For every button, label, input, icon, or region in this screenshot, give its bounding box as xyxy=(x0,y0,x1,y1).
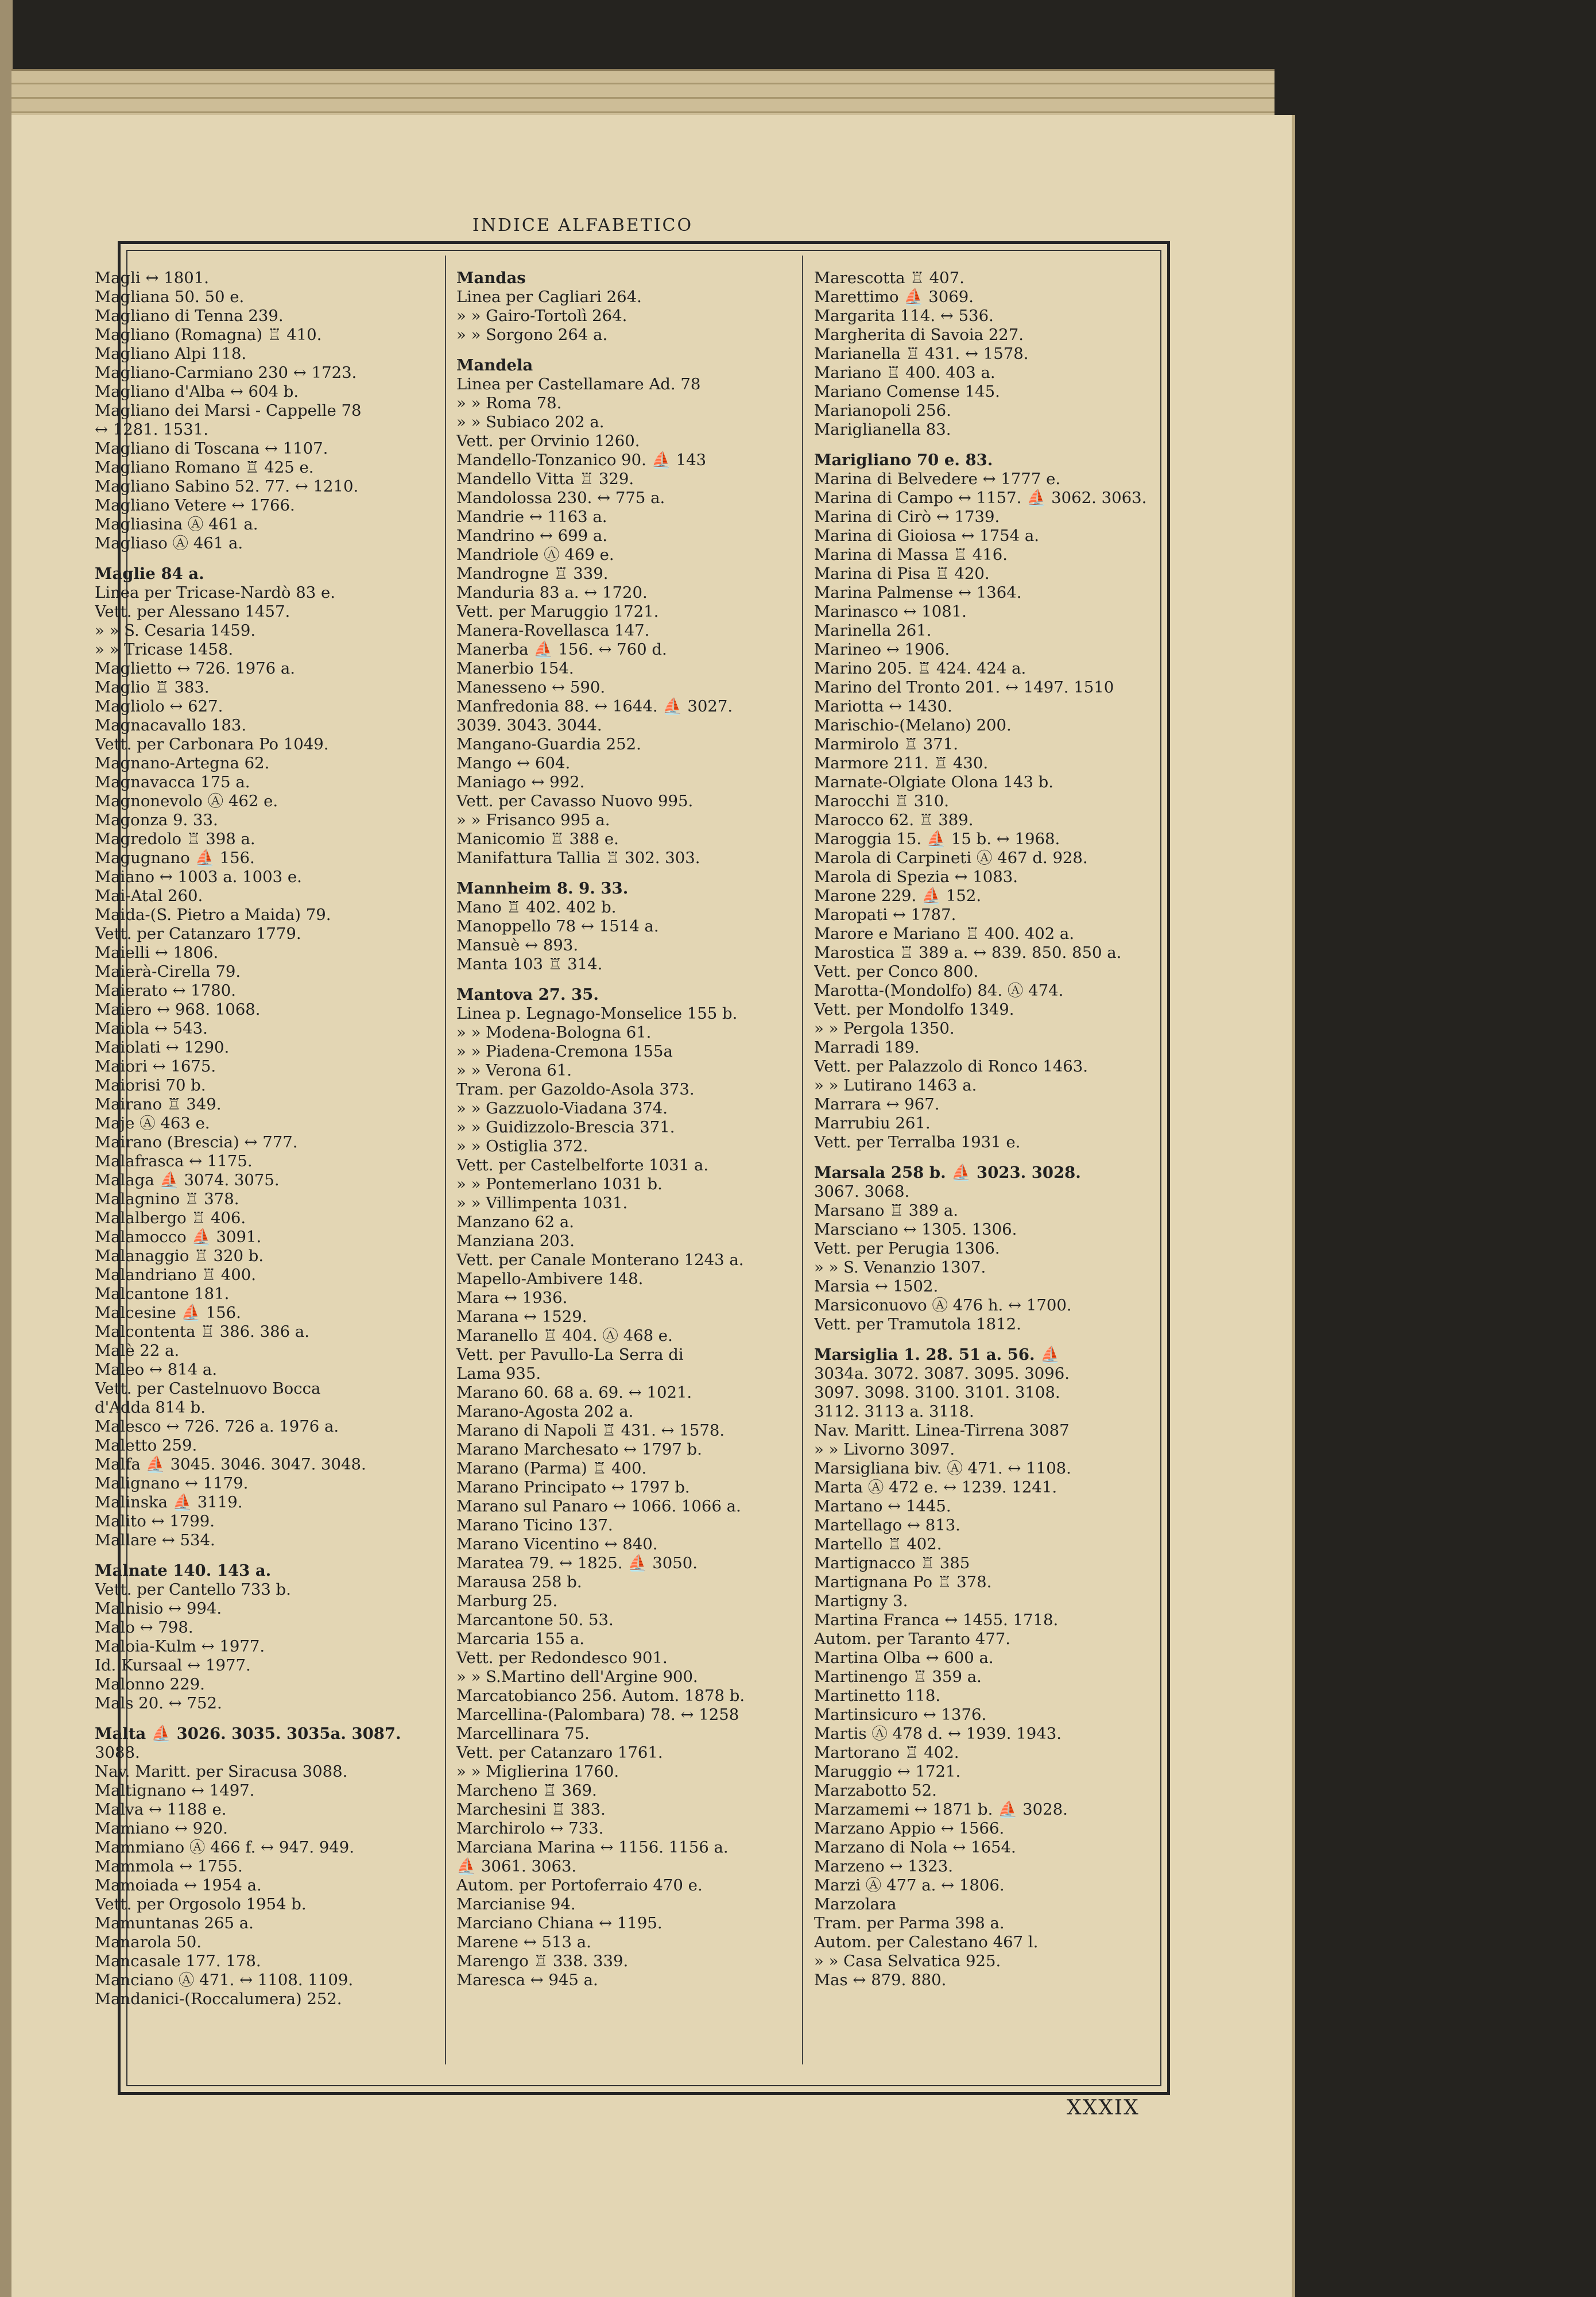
index-entry: Marcianise 94. xyxy=(456,1895,576,1913)
index-entry: Martellago ↔ 813. xyxy=(814,1516,960,1534)
index-entry: Tram. per Gazoldo-Asola 373. xyxy=(456,1080,695,1099)
index-entry: Magliano Romano ♖ 425 e. xyxy=(95,458,314,477)
index-entry: Manziana 203. xyxy=(456,1232,575,1250)
index-entry: Marta Ⓐ 472 e. ↔ 1239. 1241. xyxy=(814,1478,1057,1496)
index-entry: Manifattura Tallia ♖ 302. 303. xyxy=(456,849,700,867)
index-entry: Magnavacca 175 a. xyxy=(95,773,250,791)
index-entry: Maleo ↔ 814 a. xyxy=(95,1360,218,1379)
index-entry: Martina Franca ↔ 1455. 1718. xyxy=(814,1611,1059,1629)
index-entry: Maje Ⓐ 463 e. xyxy=(95,1114,210,1132)
index-entry: Marcellinara 75. xyxy=(456,1724,590,1743)
index-entry: Vett. per Cantello 733 b. xyxy=(95,1580,291,1599)
index-entry: ↔ 1281. 1531. xyxy=(95,420,208,439)
index-entry: Mariano Comense 145. xyxy=(814,382,1000,401)
index-entry: Manzano 62 a. xyxy=(456,1213,575,1231)
index-entry: Malafrasca ↔ 1175. xyxy=(95,1152,253,1170)
index-entry: Vett. per Redondesco 901. xyxy=(456,1649,668,1667)
index-entry: Mals 20. ↔ 752. xyxy=(95,1694,222,1712)
index-entry: Martorano ♖ 402. xyxy=(814,1743,959,1762)
index-entry: Mandrogne ♖ 339. xyxy=(456,564,609,583)
index-entry: Malesco ↔ 726. 726 a. 1976 a. xyxy=(95,1417,339,1436)
index-entry: Martinsicuro ↔ 1376. xyxy=(814,1706,987,1724)
index-entry: Magliolo ↔ 627. xyxy=(95,697,223,716)
index-entry: Marotta-(Mondolfo) 84. Ⓐ 474. xyxy=(814,981,1064,1000)
index-entry: Maletto 259. xyxy=(95,1436,197,1455)
index-entry: Magugnano ⛵ 156. xyxy=(95,849,255,867)
index-entry: » » S.Martino dell'Argine 900. xyxy=(456,1668,698,1686)
index-entry: Maniago ↔ 992. xyxy=(456,773,585,791)
index-entry: Margherita di Savoia 227. xyxy=(814,326,1024,344)
index-entry: Marrara ↔ 967. xyxy=(814,1095,940,1113)
index-entry: Malagnino ♖ 378. xyxy=(95,1190,239,1208)
index-entry: Magliano di Tenna 239. xyxy=(95,307,284,325)
index-entry: Vett. per Pavullo-La Serra di xyxy=(456,1345,684,1364)
index-entry: Malito ↔ 1799. xyxy=(95,1512,215,1530)
index-entry: Marzano di Nola ↔ 1654. xyxy=(814,1838,1016,1857)
entry-gap xyxy=(95,1550,439,1561)
index-column-3 xyxy=(814,269,1159,1990)
index-entry: Mandrino ↔ 699 a. xyxy=(456,527,607,545)
index-entry: Marcellina-(Palombara) 78. ↔ 1258 xyxy=(456,1706,739,1724)
index-entry: Marinella 261. xyxy=(814,621,932,640)
index-entry: Marano Vicentino ↔ 840. xyxy=(456,1535,658,1553)
index-entry: Marano sul Panaro ↔ 1066. 1066 a. xyxy=(456,1497,741,1515)
index-entry: Marina di Campo ↔ 1157. ⛵ 3062. 3063. xyxy=(814,489,1147,507)
index-entry: Marsiconuovo Ⓐ 476 h. ↔ 1700. xyxy=(814,1296,1072,1314)
index-entry: Magnonevolo Ⓐ 462 e. xyxy=(95,792,278,810)
index-entry: Vett. per Catanzaro 1779. xyxy=(95,925,301,943)
index-entry: Malinska ⛵ 3119. xyxy=(95,1493,243,1511)
index-entry: Mandolossa 230. ↔ 775 a. xyxy=(456,489,665,507)
index-entry: Maiola ↔ 543. xyxy=(95,1019,208,1038)
index-entry: Vett. per Tramutola 1812. xyxy=(814,1315,1021,1333)
index-entry: » » Subiaco 202 a. xyxy=(456,413,605,431)
index-entry: Marano-Agosta 202 a. xyxy=(456,1402,634,1421)
index-entry: Marsia ↔ 1502. xyxy=(814,1277,939,1296)
index-entry: Marinasco ↔ 1081. xyxy=(814,602,967,621)
index-entry: Marsigliana biv. Ⓐ 471. ↔ 1108. xyxy=(814,1459,1071,1478)
index-entry: Marano Principato ↔ 1797 b. xyxy=(456,1478,690,1496)
index-heading: Maglie 84 a. xyxy=(95,564,204,583)
index-entry: 3088. xyxy=(95,1743,140,1762)
index-entry: Magliano di Toscana ↔ 1107. xyxy=(95,439,328,458)
index-entry: Marburg 25. xyxy=(456,1592,558,1610)
index-heading: Mandela xyxy=(456,356,533,374)
index-entry: Martignacco ♖ 385 xyxy=(814,1554,970,1572)
index-entry: 3034a. 3072. 3087. 3095. 3096. xyxy=(814,1364,1070,1383)
index-entry: Malaga ⛵ 3074. 3075. xyxy=(95,1171,280,1189)
index-entry: Lama 935. xyxy=(456,1364,541,1383)
index-entry: Malcantone 181. xyxy=(95,1285,230,1303)
index-entry: Marianopoli 256. xyxy=(814,401,951,420)
index-entry: Marsano ♖ 389 a. xyxy=(814,1201,958,1220)
index-entry: Marradi 189. xyxy=(814,1038,920,1057)
index-entry: Mariotta ↔ 1430. xyxy=(814,697,952,716)
index-entry: Manicomio ♖ 388 e. xyxy=(456,830,619,848)
index-entry: Autom. per Portoferraio 470 e. xyxy=(456,1876,703,1894)
index-entry: Martis Ⓐ 478 d. ↔ 1939. 1943. xyxy=(814,1724,1062,1743)
index-entry: Marano 60. 68 a. 69. ↔ 1021. xyxy=(456,1383,692,1402)
index-entry: Vett. per Perugia 1306. xyxy=(814,1239,1000,1258)
index-entry: Linea per Cagliari 264. xyxy=(456,288,642,306)
index-heading: Marsiglia 1. 28. 51 a. 56. ⛵ xyxy=(814,1345,1060,1364)
index-entry: Malva ↔ 1188 e. xyxy=(95,1800,227,1819)
index-entry: Mano ♖ 402. 402 b. xyxy=(456,898,617,917)
index-entry: Martignana Po ♖ 378. xyxy=(814,1573,992,1591)
index-heading: Mannheim 8. 9. 33. xyxy=(456,879,629,898)
index-entry: Manerba ⛵ 156. ↔ 760 d. xyxy=(456,640,667,659)
index-entry: Marciano Chiana ↔ 1195. xyxy=(456,1914,663,1932)
index-entry: Manciano Ⓐ 471. ↔ 1108. 1109. xyxy=(95,1971,354,1989)
index-entry: Magliaso Ⓐ 461 a. xyxy=(95,534,243,552)
index-entry: » » S. Cesaria 1459. xyxy=(95,621,256,640)
index-entry: Marzeno ↔ 1323. xyxy=(814,1857,953,1876)
index-entry: Magli ↔ 1801. xyxy=(95,269,209,287)
entry-gap xyxy=(95,1713,439,1724)
index-entry: Id. Kursaal ↔ 1977. xyxy=(95,1656,251,1675)
index-entry: » » Pergola 1350. xyxy=(814,1019,955,1038)
index-entry: Margarita 114. ↔ 536. xyxy=(814,307,994,325)
index-entry: Marina di Belvedere ↔ 1777 e. xyxy=(814,470,1061,488)
index-entry: Maierà-Cirella 79. xyxy=(95,962,241,981)
index-entry: Marina di Massa ♖ 416. xyxy=(814,546,1008,564)
index-entry: Malfa ⛵ 3045. 3046. 3047. 3048. xyxy=(95,1455,366,1474)
index-entry: Vett. per Cavasso Nuovo 995. xyxy=(456,792,694,810)
index-entry: Mara ↔ 1936. xyxy=(456,1289,568,1307)
index-entry: Marausa 258 b. xyxy=(456,1573,582,1591)
index-heading: Malta ⛵ 3026. 3035. 3035a. 3087. xyxy=(95,1724,401,1743)
index-entry: Marano di Napoli ♖ 431. ↔ 1578. xyxy=(456,1421,725,1440)
entry-gap xyxy=(456,974,789,985)
index-entry: Mammiano Ⓐ 466 f. ↔ 947. 949. xyxy=(95,1838,355,1857)
index-column-2 xyxy=(456,269,789,1990)
index-entry: Martigny 3. xyxy=(814,1592,908,1610)
entry-gap xyxy=(814,439,1159,451)
index-entry: Malanaggio ♖ 320 b. xyxy=(95,1247,264,1265)
index-entry: Autom. per Calestano 467 l. xyxy=(814,1933,1039,1951)
index-entry: Marino 205. ♖ 424. 424 a. xyxy=(814,659,1026,678)
index-entry: Magliano Alpi 118. xyxy=(95,345,247,363)
index-entry: Manarola 50. xyxy=(95,1933,202,1951)
index-entry: Manerbio 154. xyxy=(456,659,574,678)
index-entry: Martinetto 118. xyxy=(814,1687,941,1705)
index-entry: Marola di Spezia ↔ 1083. xyxy=(814,868,1018,886)
index-entry: Mairano (Brescia) ↔ 777. xyxy=(95,1133,298,1151)
index-entry: » » Modena-Bologna 61. xyxy=(456,1023,652,1042)
index-entry: Linea per Tricase-Nardò 83 e. xyxy=(95,583,335,602)
index-entry: Mamuntanas 265 a. xyxy=(95,1914,254,1932)
index-entry: » » Sorgono 264 a. xyxy=(456,326,608,344)
index-entry: Marone 229. ⛵ 152. xyxy=(814,887,982,905)
index-entry: Marino del Tronto 201. ↔ 1497. 1510 xyxy=(814,678,1114,697)
index-entry: Mairano ♖ 349. xyxy=(95,1095,222,1113)
index-heading: Marsala 258 b. ⛵ 3023. 3028. xyxy=(814,1163,1081,1182)
index-entry: » » Lutirano 1463 a. xyxy=(814,1076,977,1095)
index-entry: Magonza 9. 33. xyxy=(95,811,218,829)
index-entry: » » Casa Selvatica 925. xyxy=(814,1952,1001,1970)
index-entry: » » Guidizzolo-Brescia 371. xyxy=(456,1118,675,1136)
index-entry: 3039. 3043. 3044. xyxy=(456,716,602,734)
index-entry: Mammola ↔ 1755. xyxy=(95,1857,243,1876)
index-entry: » » Gazzuolo-Viadana 374. xyxy=(456,1099,668,1117)
index-entry: Maiolati ↔ 1290. xyxy=(95,1038,230,1057)
index-entry: Mandrie ↔ 1163 a. xyxy=(456,508,607,526)
index-entry: » » Pontemerlano 1031 b. xyxy=(456,1175,663,1193)
index-entry: Maiorisi 70 b. xyxy=(95,1076,206,1095)
index-entry: Manfredonia 88. ↔ 1644. ⛵ 3027. xyxy=(456,697,733,716)
index-entry: Marnate-Olgiate Olona 143 b. xyxy=(814,773,1053,791)
index-entry: Vett. per Catanzaro 1761. xyxy=(456,1743,663,1762)
index-entry: Malamocco ⛵ 3091. xyxy=(95,1228,262,1246)
index-entry: Maglio ♖ 383. xyxy=(95,678,210,697)
index-entry: Mandanici-(Roccalumera) 252. xyxy=(95,1990,342,2008)
index-entry: Magliano Vetere ↔ 1766. xyxy=(95,496,295,515)
index-entry: Mapello-Ambivere 148. xyxy=(456,1270,644,1288)
index-entry: Mandello Vitta ♖ 329. xyxy=(456,470,634,488)
index-entry: Marettimo ⛵ 3069. xyxy=(814,288,974,306)
index-entry: Marzi Ⓐ 477 a. ↔ 1806. xyxy=(814,1876,1005,1894)
index-entry: » » Frisanco 995 a. xyxy=(456,811,610,829)
index-entry: Mancasale 177. 178. xyxy=(95,1952,261,1970)
index-entry: Mai-Atal 260. xyxy=(95,887,203,905)
index-entry: Mariano ♖ 400. 403 a. xyxy=(814,364,995,382)
index-entry: Marocchi ♖ 310. xyxy=(814,792,949,810)
index-entry: Tram. per Parma 398 a. xyxy=(814,1914,1005,1932)
index-entry: Mamoiada ↔ 1954 a. xyxy=(95,1876,262,1894)
index-entry: Martano ↔ 1445. xyxy=(814,1497,951,1515)
column-divider xyxy=(802,256,803,2064)
index-entry: » » Verona 61. xyxy=(456,1061,572,1080)
index-entry: Marostica ♖ 389 a. ↔ 839. 850. 850 a. xyxy=(814,943,1122,962)
index-entry: Vett. per Orgosolo 1954 b. xyxy=(95,1895,307,1913)
index-column-1 xyxy=(95,269,439,2009)
index-entry: Magnano-Artegna 62. xyxy=(95,754,270,772)
index-entry: Vett. per Mondolfo 1349. xyxy=(814,1000,1014,1019)
index-entry: Mango ↔ 604. xyxy=(456,754,571,772)
index-entry: ⛵ 3061. 3063. xyxy=(456,1857,577,1876)
index-entry: Marina di Gioiosa ↔ 1754 a. xyxy=(814,527,1040,545)
index-entry: Marzabotto 52. xyxy=(814,1781,937,1800)
index-entry: Mallare ↔ 534. xyxy=(95,1531,215,1549)
index-entry: » » Roma 78. xyxy=(456,394,562,412)
index-heading: Malnate 140. 143 a. xyxy=(95,1561,272,1580)
index-entry: Mas ↔ 879. 880. xyxy=(814,1971,947,1989)
index-entry: Marana ↔ 1529. xyxy=(456,1308,587,1326)
index-entry: Magnacavallo 183. xyxy=(95,716,247,734)
index-entry: Linea p. Legnago-Monselice 155 b. xyxy=(456,1004,738,1023)
index-entry: Malnisio ↔ 994. xyxy=(95,1599,222,1618)
index-entry: Maloia-Kulm ↔ 1977. xyxy=(95,1637,265,1656)
index-entry: Vett. per Carbonara Po 1049. xyxy=(95,735,329,753)
index-entry: » » Livorno 3097. xyxy=(814,1440,955,1459)
index-entry: » » Piadena-Cremona 155a xyxy=(456,1042,673,1061)
index-entry: Magliasina Ⓐ 461 a. xyxy=(95,515,258,533)
index-entry: Manta 103 ♖ 314. xyxy=(456,955,603,973)
index-entry: Maropati ↔ 1787. xyxy=(814,906,956,924)
index-entry: Marina Palmense ↔ 1364. xyxy=(814,583,1022,602)
index-entry: Marina di Pisa ♖ 420. xyxy=(814,564,990,583)
index-entry: Vett. per Castelnuovo Bocca xyxy=(95,1379,321,1398)
index-entry: Marrubiu 261. xyxy=(814,1114,931,1132)
index-entry: Mansuè ↔ 893. xyxy=(456,936,579,954)
index-entry: Marcatobianco 256. Autom. 1878 b. xyxy=(456,1687,745,1705)
index-entry: Maiano ↔ 1003 a. 1003 e. xyxy=(95,868,302,886)
index-entry: Marcantone 50. 53. xyxy=(456,1611,614,1629)
index-entry: Vett. per Orvinio 1260. xyxy=(456,432,640,450)
entry-gap xyxy=(456,868,789,879)
index-entry: Malonno 229. xyxy=(95,1675,205,1693)
index-entry: Magredolo ♖ 398 a. xyxy=(95,830,255,848)
index-heading: Marigliano 70 e. 83. xyxy=(814,451,993,469)
index-entry: Linea per Castellamare Ad. 78 xyxy=(456,375,701,393)
index-entry: Magliano (Romagna) ♖ 410. xyxy=(95,326,322,344)
index-entry: Nav. Maritt. per Siracusa 3088. xyxy=(95,1762,348,1781)
index-entry: Martina Olba ↔ 600 a. xyxy=(814,1649,994,1667)
index-entry: Mandriole Ⓐ 469 e. xyxy=(456,546,614,564)
index-entry: Malignano ↔ 1179. xyxy=(95,1474,249,1492)
index-entry: Marano (Parma) ♖ 400. xyxy=(456,1459,647,1478)
index-entry: Maresca ↔ 945 a. xyxy=(456,1971,598,1989)
entry-gap xyxy=(814,1152,1159,1163)
index-entry: Maiero ↔ 968. 1068. xyxy=(95,1000,261,1019)
page-number: XXXIX xyxy=(1067,2096,1140,2120)
entry-gap xyxy=(456,345,789,356)
index-entry: Maierato ↔ 1780. xyxy=(95,981,237,1000)
index-entry: Mangano-Guardia 252. xyxy=(456,735,641,753)
index-entry: Magliano-Carmiano 230 ↔ 1723. xyxy=(95,364,357,382)
index-entry: Manera-Rovellasca 147. xyxy=(456,621,650,640)
index-entry: Marzano Appio ↔ 1566. xyxy=(814,1819,1005,1838)
index-entry: Marescotta ♖ 407. xyxy=(814,269,964,287)
index-entry: Vett. per Conco 800. xyxy=(814,962,979,981)
index-entry: Vett. per Palazzolo di Ronco 1463. xyxy=(814,1057,1088,1076)
index-entry: Magliano Sabino 52. 77. ↔ 1210. xyxy=(95,477,359,496)
index-entry: Maglietto ↔ 726. 1976 a. xyxy=(95,659,296,678)
index-entry: Marciana Marina ↔ 1156. 1156 a. xyxy=(456,1838,729,1857)
index-entry: Autom. per Taranto 477. xyxy=(814,1630,1010,1648)
index-entry: d'Adda 814 b. xyxy=(95,1398,206,1417)
index-entry: » » Miglierina 1760. xyxy=(456,1762,619,1781)
index-entry: Maranello ♖ 404. Ⓐ 468 e. xyxy=(456,1327,673,1345)
index-entry: Marcaria 155 a. xyxy=(456,1630,584,1648)
index-heading: Mantova 27. 35. xyxy=(456,985,599,1004)
index-entry: Marchirolo ↔ 733. xyxy=(456,1819,604,1838)
index-entry: Marcheno ♖ 369. xyxy=(456,1781,597,1800)
index-entry: Mamiano ↔ 920. xyxy=(95,1819,228,1838)
index-heading: Mandas xyxy=(456,269,526,287)
index-entry: Manduria 83 a. ↔ 1720. xyxy=(456,583,648,602)
book-spine-edge xyxy=(0,0,13,2297)
index-entry: Maltignano ↔ 1497. xyxy=(95,1781,255,1800)
index-entry: Marischio-(Melano) 200. xyxy=(814,716,1012,734)
index-entry: Malcontenta ♖ 386. 386 a. xyxy=(95,1322,309,1341)
index-entry: 3097. 3098. 3100. 3101. 3108. xyxy=(814,1383,1060,1402)
index-entry: Marzolara xyxy=(814,1895,897,1913)
index-entry: Marzamemi ↔ 1871 b. ⛵ 3028. xyxy=(814,1800,1068,1819)
index-entry: Marineo ↔ 1906. xyxy=(814,640,950,659)
index-entry: Malcesine ⛵ 156. xyxy=(95,1304,241,1322)
index-entry: Maida-(S. Pietro a Maida) 79. xyxy=(95,906,331,924)
index-entry: Marano Ticino 137. xyxy=(456,1516,613,1534)
index-entry: Martinengo ♖ 359 a. xyxy=(814,1668,982,1686)
index-entry: Nav. Maritt. Linea-Tirrena 3087 xyxy=(814,1421,1070,1440)
index-entry: Marene ↔ 513 a. xyxy=(456,1933,591,1951)
index-entry: » » Ostiglia 372. xyxy=(456,1137,588,1155)
index-entry: Vett. per Canale Monterano 1243 a. xyxy=(456,1251,744,1269)
index-entry: Maiori ↔ 1675. xyxy=(95,1057,216,1076)
index-entry: Marsciano ↔ 1305. 1306. xyxy=(814,1220,1017,1239)
index-entry: Maratea 79. ↔ 1825. ⛵ 3050. xyxy=(456,1554,698,1572)
index-entry: Marianella ♖ 431. ↔ 1578. xyxy=(814,345,1029,363)
entry-gap xyxy=(95,553,439,564)
index-entry: 3067. 3068. xyxy=(814,1182,910,1201)
index-entry: Maielli ↔ 1806. xyxy=(95,943,219,962)
index-entry: Vett. per Maruggio 1721. xyxy=(456,602,659,621)
index-entry: Magliano d'Alba ↔ 604 b. xyxy=(95,382,299,401)
index-entry: Marano Marchesato ↔ 1797 b. xyxy=(456,1440,702,1459)
index-entry: Malalbergo ♖ 406. xyxy=(95,1209,246,1227)
index-entry: Marore e Mariano ♖ 400. 402 a. xyxy=(814,925,1075,943)
index-entry: Vett. per Terralba 1931 e. xyxy=(814,1133,1021,1151)
index-entry: » » Villimpenta 1031. xyxy=(456,1194,628,1212)
column-divider xyxy=(445,256,446,2064)
index-entry: Maroggia 15. ⛵ 15 b. ↔ 1968. xyxy=(814,830,1060,848)
index-entry: Magliana 50. 50 e. xyxy=(95,288,245,306)
index-entry: Malandriano ♖ 400. xyxy=(95,1266,257,1284)
index-entry: Mandello-Tonzanico 90. ⛵ 143 xyxy=(456,451,707,469)
index-entry: Marocco 62. ♖ 389. xyxy=(814,811,974,829)
index-entry: Manoppello 78 ↔ 1514 a. xyxy=(456,917,659,935)
index-entry: Vett. per Alessano 1457. xyxy=(95,602,290,621)
index-entry: Maruggio ↔ 1721. xyxy=(814,1762,961,1781)
index-entry: Marola di Carpineti Ⓐ 467 d. 928. xyxy=(814,849,1088,867)
page-header: INDICE ALFABETICO xyxy=(472,215,694,235)
entry-gap xyxy=(814,1334,1159,1345)
index-entry: Marengo ♖ 338. 339. xyxy=(456,1952,629,1970)
index-entry: Marina di Cirò ↔ 1739. xyxy=(814,508,1000,526)
index-entry: Marchesini ♖ 383. xyxy=(456,1800,606,1819)
index-entry: 3112. 3113 a. 3118. xyxy=(814,1402,974,1421)
index-entry: Marmirolo ♖ 371. xyxy=(814,735,958,753)
index-entry: Martello ♖ 402. xyxy=(814,1535,942,1553)
index-entry: Malè 22 a. xyxy=(95,1341,180,1360)
index-entry: Mariglianella 83. xyxy=(814,420,951,439)
index-entry: » » S. Venanzio 1307. xyxy=(814,1258,986,1277)
index-entry: Marmore 211. ♖ 430. xyxy=(814,754,989,772)
index-entry: Vett. per Castelbelforte 1031 a. xyxy=(456,1156,709,1174)
index-entry: » » Gairo-Tortolì 264. xyxy=(456,307,627,325)
index-entry: Manesseno ↔ 590. xyxy=(456,678,606,697)
index-entry: Malo ↔ 798. xyxy=(95,1618,193,1637)
index-entry: Magliano dei Marsi - Cappelle 78 xyxy=(95,401,362,420)
index-entry: » » Tricase 1458. xyxy=(95,640,234,659)
